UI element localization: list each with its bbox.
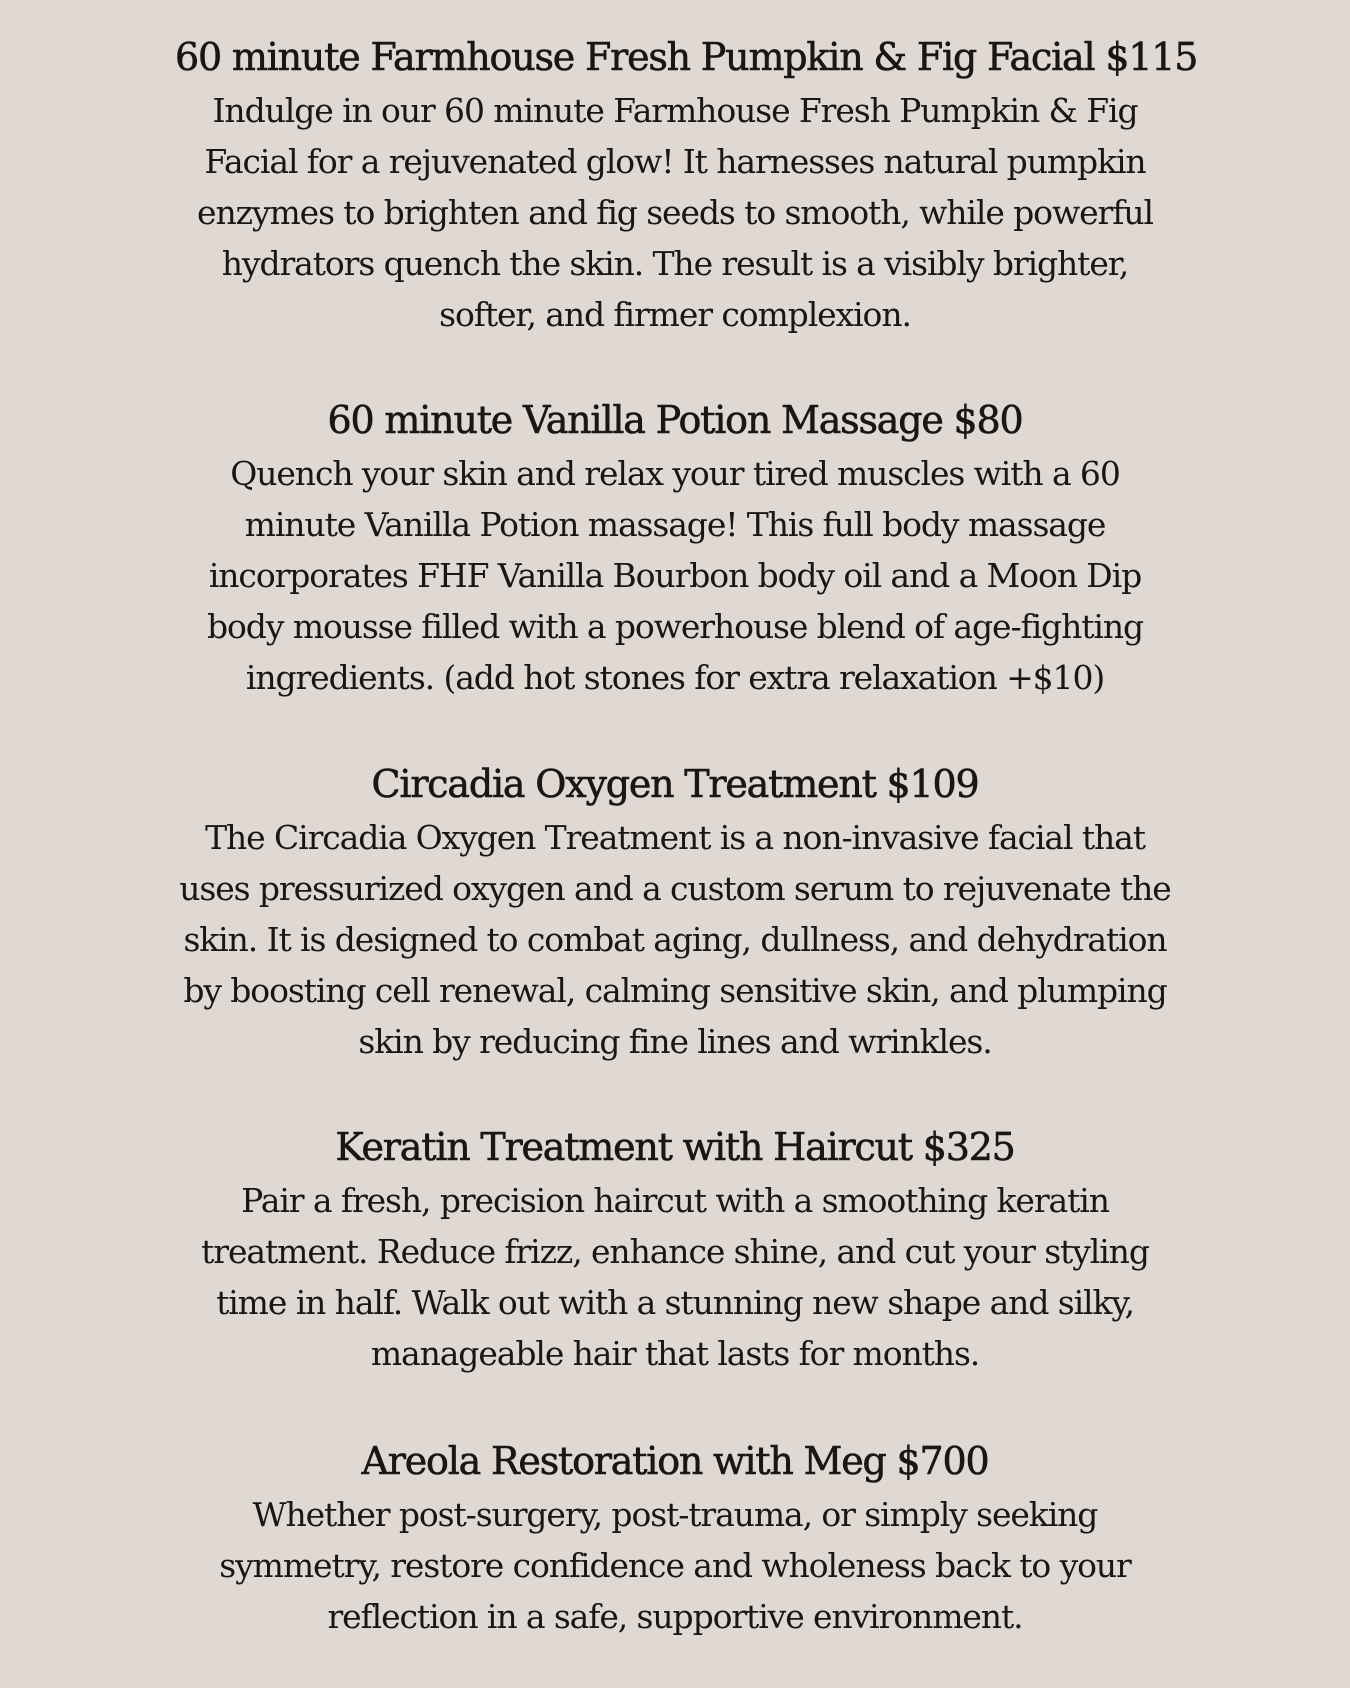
service-title: 60 minute Farmhouse Fresh Pumpkin & Fig Facial $115	[175, 35, 1198, 79]
service-vanilla-potion-massage	[175, 392, 1175, 703]
service-pumpkin-fig-facial	[175, 29, 1198, 340]
service-description: Quench your skin and relax your tired muscles with a 60 minute Vanilla Potion massage! This full body massage incorporates FHF Vanilla Bourbon body oil and a Moon Dip body mousse filled with a powerhouse blend of age-fighting ingredients. (add hot stones for extra relaxation +$10)	[206, 454, 1144, 697]
service-description: Indulge in our 60 minute Farmhouse Fresh Pumpkin & Fig Facial for a rejuvenated glow! It harnesses natural pumpkin enzymes to brighten and fig seeds to smooth, while powerful hydrators quench the skin. The result is a visibly brighter, softer, and firmer complexion.	[197, 91, 1153, 334]
service-circadia-oxygen-treatment	[175, 756, 1175, 1067]
service-description: The Circadia Oxygen Treatment is a non-invasive facial that uses pressurized oxygen and a custom serum to rejuvenate the skin. It is designed to combat aging, dullness, and dehydration by boosting cell renewal, calming sensitive skin, and plumping skin by reducing fine lines and wrinkles.	[179, 818, 1171, 1061]
service-title: Areola Restoration with Meg $700	[361, 1439, 989, 1483]
service-description: Whether post-surgery, post-trauma, or simply seeking symmetry, restore confidence and wholeness back to your reflection in a safe, supportive environment.	[219, 1495, 1131, 1636]
service-title: 60 minute Vanilla Potion Massage $80	[327, 398, 1023, 442]
service-keratin-treatment	[175, 1119, 1175, 1379]
service-title: Keratin Treatment with Haircut $325	[335, 1125, 1015, 1169]
service-areola-restoration	[175, 1433, 1175, 1642]
service-title: Circadia Oxygen Treatment $109	[371, 762, 979, 806]
service-description: Pair a fresh, precision haircut with a smoothing keratin treatment. Reduce frizz, enhance shine, and cut your styling time in half. Walk out with a stunning new shape and silky, manageable hair that lasts for months.	[201, 1181, 1149, 1373]
